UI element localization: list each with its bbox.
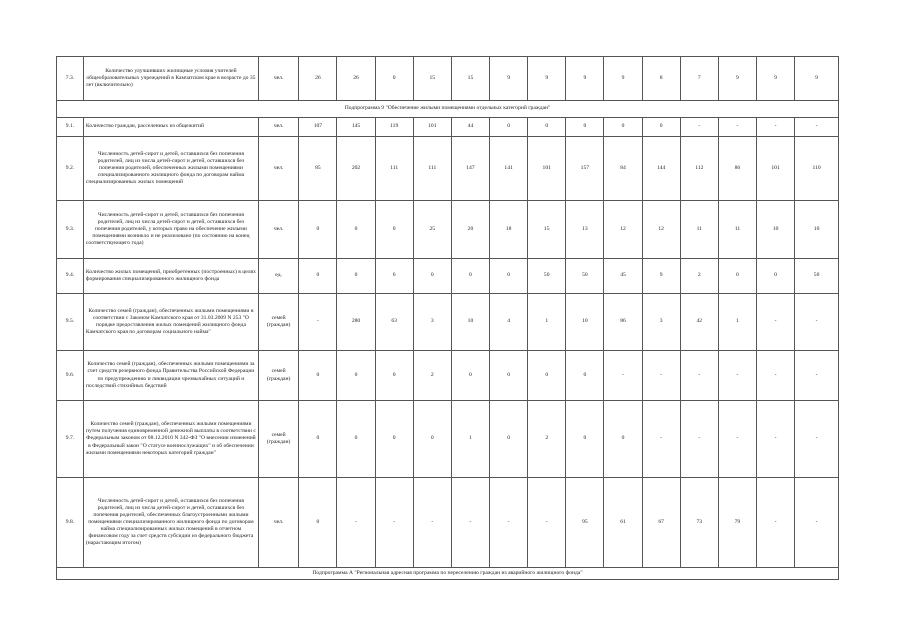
table-row bbox=[57, 137, 839, 201]
indicator-value: 9 bbox=[642, 259, 680, 294]
indicator-value: 25 bbox=[413, 201, 451, 259]
indicator-value: 101 bbox=[528, 137, 566, 201]
indicator-value: 86 bbox=[604, 294, 642, 351]
indicator-value: 6 bbox=[375, 259, 413, 294]
indicator-value: - bbox=[795, 478, 839, 568]
indicator-value: - bbox=[680, 118, 718, 137]
indicator-name: Количество семей (граждан), обеспеченных жилыми помещениями за счет средств резервного фонда Правительства Российской Федерации по предупреждению и ликвидации чрезвычайных ситуаций и последствий стихийных бедствий bbox=[83, 351, 258, 401]
indicator-value: - bbox=[795, 118, 839, 137]
indicator-name: Численность детей-сирот и детей, оставшихся без попечения родителей, лиц из числа детей-сирот и детей, оставшихся без попечения родителей, обеспеченных жилыми помещениями специализированного жилищного фонда по договорам найма специализированных жилых помещений bbox=[83, 137, 258, 201]
indicator-value: - bbox=[413, 478, 451, 568]
indicator-value: 61 bbox=[604, 478, 642, 568]
indicator-value: - bbox=[642, 401, 680, 478]
indicator-value: - bbox=[528, 478, 566, 568]
indicator-value: 11 bbox=[680, 201, 718, 259]
indicator-value: - bbox=[680, 401, 718, 478]
indicator-value: 9 bbox=[718, 57, 756, 101]
indicator-value: 26 bbox=[299, 57, 337, 101]
unit-of-measure: чел. bbox=[258, 201, 298, 259]
indicator-name: Количество семей (граждан), обеспеченных жилыми помещениями в соответствии с Законом Камчатского края от 31.03.2009 N 253 "О порядке предоставления жилых помещений жилищного фонда Камчатского края по договорам социального найма" bbox=[83, 294, 258, 351]
indicator-value: - bbox=[757, 118, 795, 137]
indicator-value: 12 bbox=[642, 201, 680, 259]
row-number: 9.3. bbox=[57, 201, 84, 259]
indicator-value: 4 bbox=[490, 294, 528, 351]
unit-of-measure: чел. bbox=[258, 478, 298, 568]
indicator-value: - bbox=[451, 478, 489, 568]
indicator-name: Количество жилых помещений, приобретенных (построенных) в целях формирования специализированного жилищного фонда bbox=[83, 259, 258, 294]
indicator-value: 67 bbox=[642, 478, 680, 568]
indicator-value: - bbox=[795, 351, 839, 401]
indicator-value: 10 bbox=[757, 201, 795, 259]
indicator-value: 0 bbox=[604, 118, 642, 137]
table-row bbox=[57, 57, 839, 101]
row-number: 9.5. bbox=[57, 294, 84, 351]
indicator-value: - bbox=[337, 478, 375, 568]
indicator-value: 0 bbox=[337, 259, 375, 294]
indicator-value: 2 bbox=[528, 401, 566, 478]
indicator-value: - bbox=[757, 478, 795, 568]
indicator-value: - bbox=[718, 351, 756, 401]
unit-of-measure: чел. bbox=[258, 118, 298, 137]
indicator-value: 10 bbox=[451, 294, 489, 351]
indicators-table bbox=[56, 56, 839, 580]
indicator-value: 42 bbox=[680, 294, 718, 351]
indicator-value: 202 bbox=[337, 137, 375, 201]
indicator-value: 9 bbox=[490, 57, 528, 101]
indicator-value: 18 bbox=[490, 201, 528, 259]
indicator-value: 0 bbox=[375, 201, 413, 259]
indicator-value: 147 bbox=[451, 137, 489, 201]
indicator-value: 0 bbox=[299, 351, 337, 401]
indicator-value: 112 bbox=[680, 137, 718, 201]
subprogram-heading: Подпрограмма А "Региональная адресная программа по переселению граждан из аварийного жилищного фонда" bbox=[57, 568, 839, 580]
row-number: 9.7. bbox=[57, 401, 84, 478]
indicator-value: 2 bbox=[413, 351, 451, 401]
indicator-value: - bbox=[680, 351, 718, 401]
indicator-value: 0 bbox=[528, 118, 566, 137]
unit-of-measure: семей (граждан) bbox=[258, 401, 298, 478]
indicator-value: 79 bbox=[718, 478, 756, 568]
indicator-value: 0 bbox=[337, 401, 375, 478]
indicator-value: 50 bbox=[795, 259, 839, 294]
indicator-value: 0 bbox=[604, 401, 642, 478]
indicator-value: 7 bbox=[680, 57, 718, 101]
indicator-value: 85 bbox=[299, 137, 337, 201]
indicator-value: 141 bbox=[490, 137, 528, 201]
table-row bbox=[57, 478, 839, 568]
indicator-value: 0 bbox=[413, 401, 451, 478]
indicator-value: 0 bbox=[299, 201, 337, 259]
table-row bbox=[57, 351, 839, 401]
indicator-value: 15 bbox=[413, 57, 451, 101]
indicator-value: 50 bbox=[566, 259, 604, 294]
indicator-value: - bbox=[757, 294, 795, 351]
indicator-value: 26 bbox=[337, 57, 375, 101]
indicator-value: 0 bbox=[490, 259, 528, 294]
row-number: 9.8. bbox=[57, 478, 84, 568]
indicator-value: 107 bbox=[299, 118, 337, 137]
indicator-value: 95 bbox=[566, 478, 604, 568]
indicator-value: - bbox=[757, 351, 795, 401]
table-row bbox=[57, 259, 839, 294]
indicator-value: - bbox=[490, 478, 528, 568]
indicator-value: 0 bbox=[490, 118, 528, 137]
row-number: 9.4. bbox=[57, 259, 84, 294]
indicator-value: 44 bbox=[451, 118, 489, 137]
indicator-value: 86 bbox=[718, 137, 756, 201]
indicator-value: 9 bbox=[604, 57, 642, 101]
indicator-value: 9 bbox=[528, 57, 566, 101]
indicator-value: 2 bbox=[680, 259, 718, 294]
indicator-value: 10 bbox=[795, 201, 839, 259]
unit-of-measure: семей (граждан) bbox=[258, 294, 298, 351]
indicator-value: 3 bbox=[413, 294, 451, 351]
indicator-value: 0 bbox=[566, 118, 604, 137]
indicator-value: 9 bbox=[795, 57, 839, 101]
indicator-value: 0 bbox=[642, 118, 680, 137]
indicator-value: 0 bbox=[299, 401, 337, 478]
indicator-value: - bbox=[795, 294, 839, 351]
indicator-name: Количество улучшивших жилищные условия учителей общеобразовательных учреждений в Камчатском крае в возрасте до 35 лет (включительно) bbox=[83, 57, 258, 101]
indicator-name: Численность детей-сирот и детей, оставшихся без попечения родителей, лиц из числа детей-сирот и детей, оставшихся без попечения родителей, обеспеченных благоустроенными жилыми помещениями специализированного жилищного фонда по договорам найма специализированных жилых помещений в отчетном финансовом году за счет средств субсидии из федерального бюджета (нарастающим итогом) bbox=[83, 478, 258, 568]
indicator-value: 63 bbox=[375, 294, 413, 351]
indicator-value: 11 bbox=[718, 201, 756, 259]
indicator-value: - bbox=[604, 351, 642, 401]
indicator-value: 84 bbox=[604, 137, 642, 201]
indicator-value: 0 bbox=[490, 401, 528, 478]
indicator-value: 1 bbox=[718, 294, 756, 351]
indicator-value: 0 bbox=[528, 351, 566, 401]
indicator-value: 13 bbox=[566, 201, 604, 259]
unit-of-measure: чел. bbox=[258, 137, 298, 201]
table-row bbox=[57, 201, 839, 259]
row-number: 9.2. bbox=[57, 137, 84, 201]
table-row bbox=[57, 401, 839, 478]
indicator-value: 9 bbox=[566, 57, 604, 101]
indicator-value: 0 bbox=[375, 401, 413, 478]
indicator-value: - bbox=[375, 478, 413, 568]
table-row bbox=[57, 118, 839, 137]
unit-of-measure: чел. bbox=[258, 57, 298, 101]
indicator-value: 111 bbox=[375, 137, 413, 201]
indicator-name: Количество семей (граждан), обеспеченных жилыми помещениями путем получения единовременной денежной выплаты в соответствии с Федеральным законом от 08.12.2010 N 342-ФЗ "О внесении изменений в Федеральный закон "О статусе военнослужащих" и об обеспечении жилыми помещениями некоторых категорий граждан" bbox=[83, 401, 258, 478]
indicator-value: 0 bbox=[375, 351, 413, 401]
indicator-value: 9 bbox=[757, 57, 795, 101]
indicator-value: 12 bbox=[604, 201, 642, 259]
indicator-value: 0 bbox=[299, 259, 337, 294]
indicator-value: 110 bbox=[795, 137, 839, 201]
indicator-value: 8 bbox=[642, 57, 680, 101]
indicator-value: 45 bbox=[604, 259, 642, 294]
row-number: 9.6. bbox=[57, 351, 84, 401]
indicator-value: 73 bbox=[680, 478, 718, 568]
indicator-name: Количество граждан, расселенных из общежитий bbox=[83, 118, 258, 137]
indicator-value: 0 bbox=[337, 351, 375, 401]
indicator-value: 0 bbox=[375, 57, 413, 101]
indicator-value: 144 bbox=[642, 137, 680, 201]
indicator-value: - bbox=[642, 351, 680, 401]
indicator-value: - bbox=[795, 401, 839, 478]
indicator-value: - bbox=[718, 401, 756, 478]
indicator-value: 0 bbox=[566, 351, 604, 401]
indicator-value: 15 bbox=[451, 57, 489, 101]
indicator-value: 0 bbox=[451, 351, 489, 401]
indicator-value: 0 bbox=[566, 401, 604, 478]
indicator-value: 280 bbox=[337, 294, 375, 351]
indicator-value: 111 bbox=[413, 137, 451, 201]
indicator-value: 101 bbox=[413, 118, 451, 137]
unit-of-measure: ед. bbox=[258, 259, 298, 294]
indicator-value: 0 bbox=[757, 259, 795, 294]
indicator-name: Численность детей-сирот и детей, оставшихся без попечения родителей, лиц из числа детей-сирот и детей, оставшихся без попечения родителей, у которых право на обеспечение жилыми помещениями возникло и не реализовано (по состоянию на конец соответствующего года) bbox=[83, 201, 258, 259]
indicator-value: 0 bbox=[337, 201, 375, 259]
indicator-value: 157 bbox=[566, 137, 604, 201]
indicator-value: 20 bbox=[451, 201, 489, 259]
indicator-value: 145 bbox=[337, 118, 375, 137]
indicator-value: - bbox=[757, 401, 795, 478]
indicator-value: 15 bbox=[528, 201, 566, 259]
indicator-value: - bbox=[299, 294, 337, 351]
indicator-value: 0 bbox=[451, 259, 489, 294]
indicator-value: 0 bbox=[490, 351, 528, 401]
indicator-value: 101 bbox=[757, 137, 795, 201]
subprogram-heading: Подпрограмма 9 "Обеспечение жилыми помещениями отдельных категорий граждан" bbox=[57, 101, 839, 118]
row-number: 9.1. bbox=[57, 118, 84, 137]
indicator-value: 1 bbox=[451, 401, 489, 478]
indicator-value: 119 bbox=[375, 118, 413, 137]
indicator-value: 1 bbox=[528, 294, 566, 351]
indicator-value: 0 bbox=[413, 259, 451, 294]
table-row bbox=[57, 568, 839, 580]
indicator-value: - bbox=[718, 118, 756, 137]
indicator-value: 10 bbox=[566, 294, 604, 351]
indicator-value: 3 bbox=[642, 294, 680, 351]
table-row bbox=[57, 294, 839, 351]
table-row bbox=[57, 101, 839, 118]
indicator-value: 0 bbox=[718, 259, 756, 294]
row-number: 7.3. bbox=[57, 57, 84, 101]
indicator-value: 50 bbox=[528, 259, 566, 294]
unit-of-measure: семей (граждан) bbox=[258, 351, 298, 401]
indicator-value: 0 bbox=[299, 478, 337, 568]
